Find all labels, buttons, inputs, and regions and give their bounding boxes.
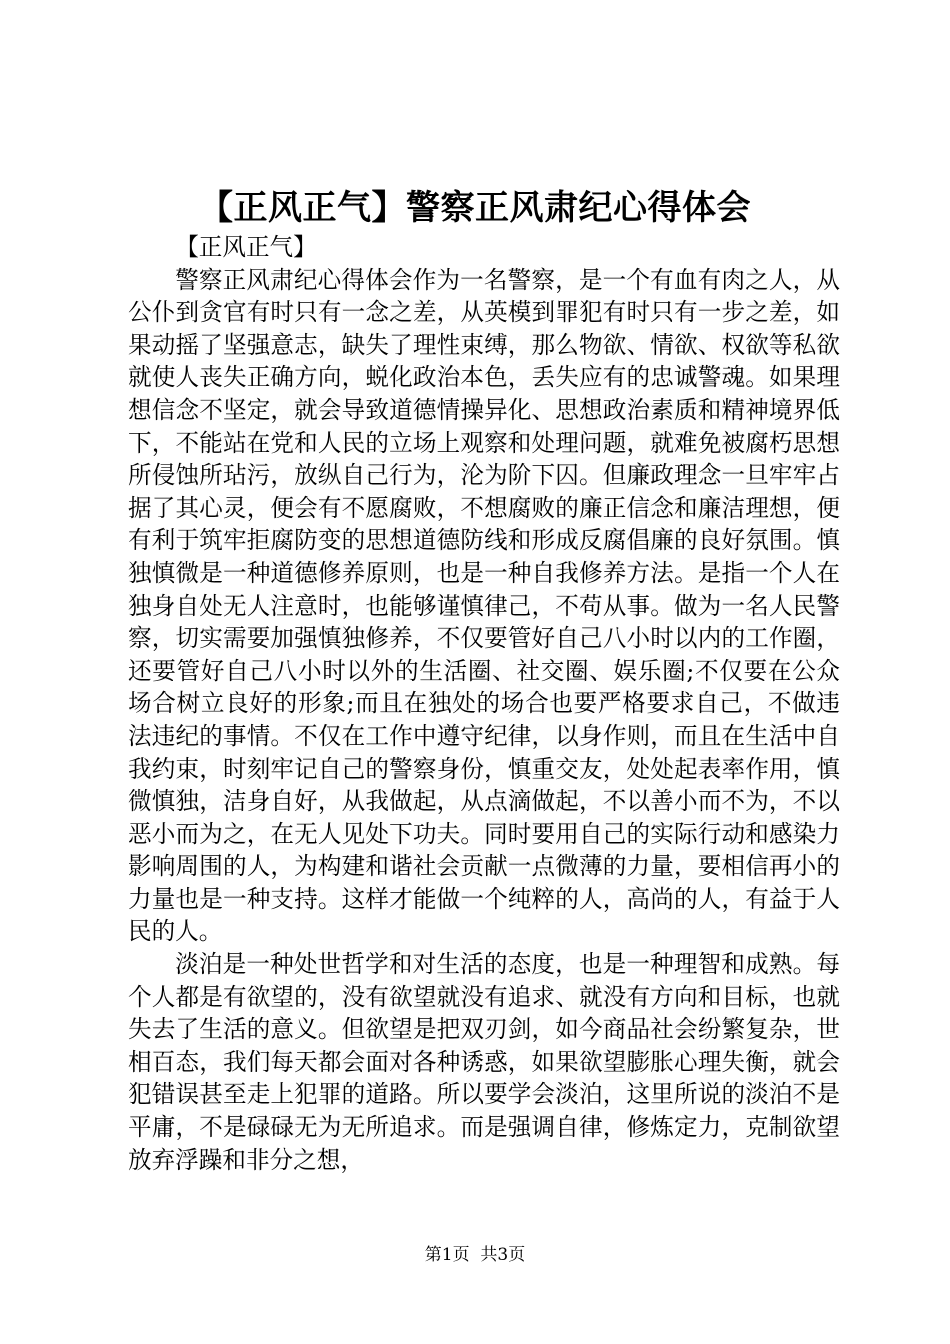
document-title: 【正风正气】警察正风肃纪心得体会 xyxy=(199,188,751,228)
page-number: 第1页 xyxy=(424,1245,470,1265)
document-body xyxy=(128,231,840,1176)
paragraph-heading: 【正风正气】 xyxy=(175,233,317,261)
page-total: 共3页 xyxy=(480,1245,526,1265)
paragraph-2: 淡泊是一种处世哲学和对生活的态度，也是一种理智和成熟。每个人都是有欲望的，没有欲望就没有追求、就没有方向和目标，也就失去了生活的意义。但欲望是把双刃剑，如今商品社会纷繁复杂，世相百态，我们每天都会面对各种诱惑，如果欲望膨胀心理失衡，就会犯错误甚至走上犯罪的道路。所以要学会淡泊，这里所说的淡泊不是平庸，不是碌碌无为无所追求。而是强调自律，修炼定力，克制欲望放弃浮躁和非分之想， xyxy=(128,950,840,1174)
page-footer xyxy=(0,1243,950,1267)
paragraph-1: 警察正风肃纪心得体会作为一名警察，是一个有血有肉之人，从公仆到贪官有时只有一念之差，从英模到罪犯有时只有一步之差，如果动摇了坚强意志，缺失了理性束缚，那么物欲、情欲、权欲等私欲就使人丧失正确方向，蜕化政治本色，丢失应有的忠诚警魂。如果理想信念不坚定，就会导致道德情操异化、思想政治素质和精神境界低下，不能站在党和人民的立场上观察和处理问题，就难免被腐朽思想所侵蚀所玷污，放纵自己行为，沦为阶下囚。但廉政理念一旦牢牢占据了其心灵，便会有不愿腐败，不想腐败的廉正信念和廉洁理想，便有利于筑牢拒腐防变的思想道德防线和形成反腐倡廉的良好氛围。慎独慎微是一种道德修养原则，也是一种自我修养方法。是指一个人在独身自处无人注意时，也能够谨慎律己，不苟从事。做为一名人民警察，切实需要加强慎独修养，不仅要管好自己八小时以内的工作圈，还要管好自己八小时以外的生活圈、社交圈、娱乐圈;不仅要在公众场合树立良好的形象;而且在独处的场合也要严格要求自己，不做违法违纪的事情。不仅在工作中遵守纪律，以身作则，而且在生活中自我约束，时刻牢记自己的警察身份，慎重交友，处处起表率作用，慎微慎独，洁身自好，从我做起，从点滴做起，不以善小而不为，不以恶小而为之，在无人见处下功夫。同时要用自己的实际行动和感染力影响周围的人，为构建和谐社会贡献一点微薄的力量，要相信再小的力量也是一种支持。这样才能做一个纯粹的人，高尚的人，有益于人民的人。 xyxy=(128,265,840,946)
